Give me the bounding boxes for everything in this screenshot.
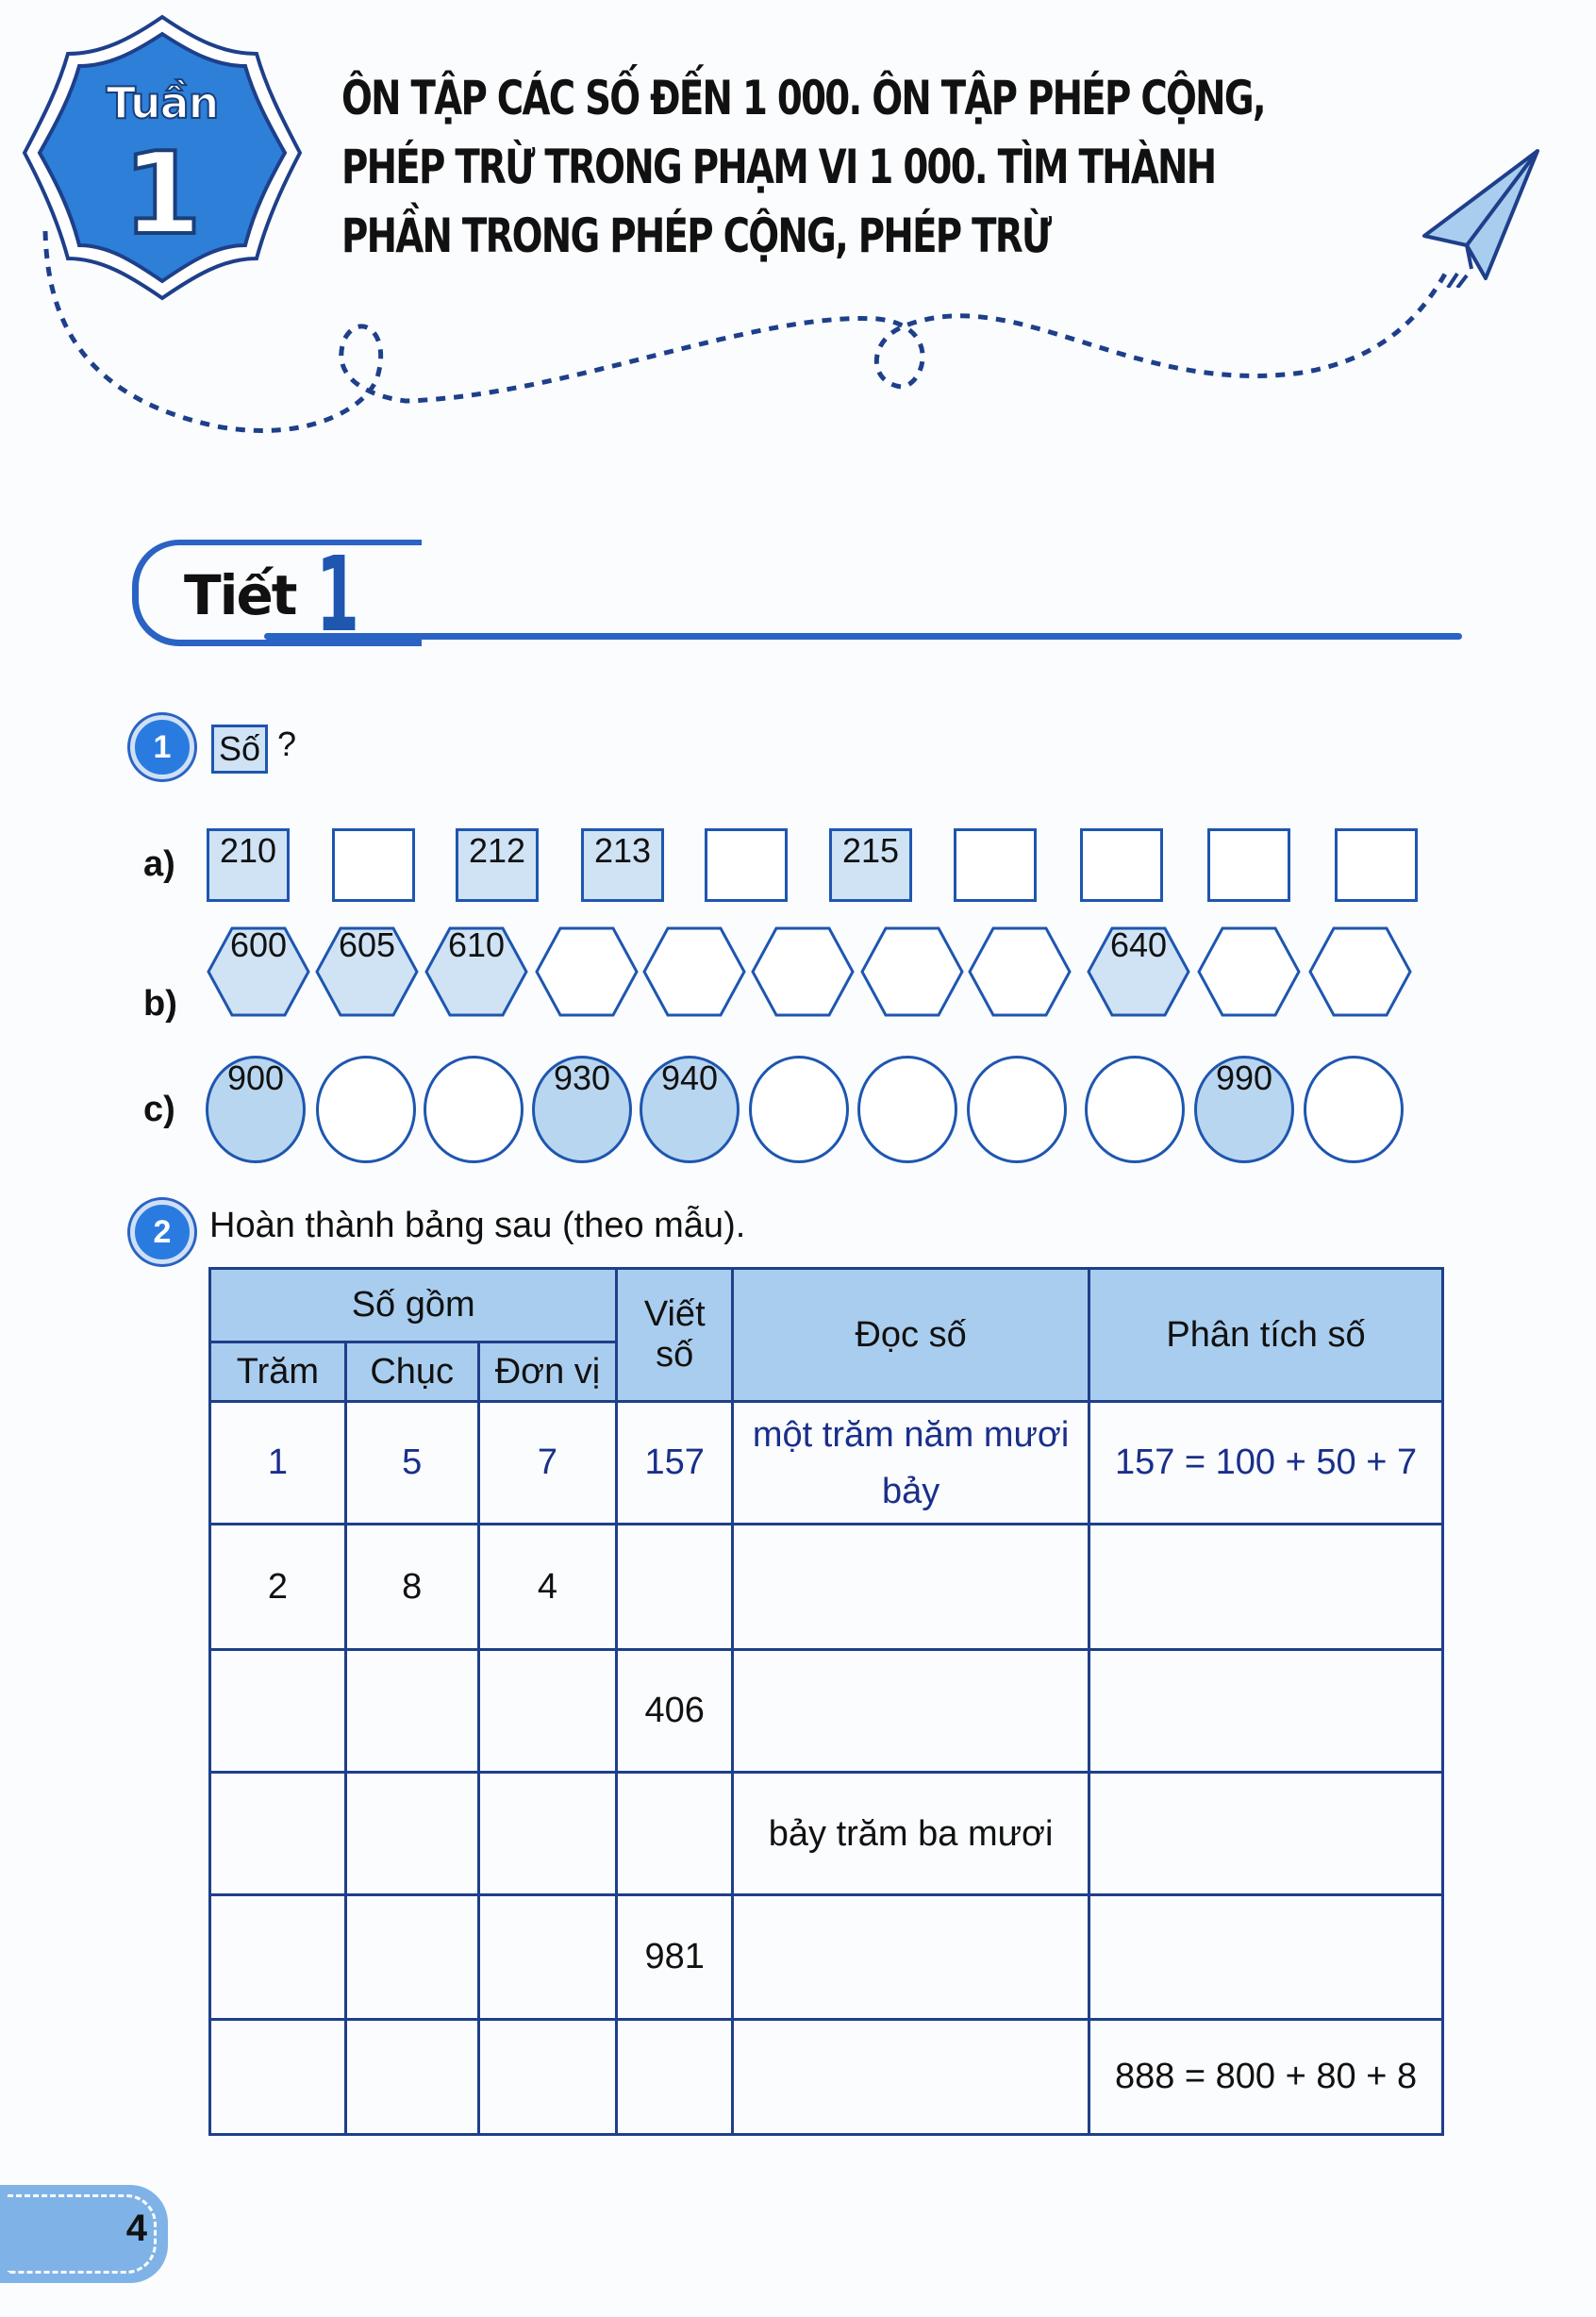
exercise-1-question-mark: ? [277,725,297,763]
header-don-vi: Đơn vị [478,1342,617,1402]
header-tram: Trăm [210,1342,346,1402]
exercise-2-number: 2 [130,1200,194,1264]
cell-tram: 1 [210,1402,346,1525]
circle-cell: 990 [1194,1056,1294,1163]
hexagon-shape [750,925,856,1018]
hexagon-cell[interactable] [1196,925,1302,1018]
hexagon-value: 640 [1109,925,1168,964]
row-b-label: b) [143,984,177,1024]
hexagon-shape [1196,925,1302,1018]
exercise-1-boxed-word: Số [211,725,268,774]
circle-cell[interactable] [424,1056,524,1163]
square-cell: 213 [581,828,664,902]
square-cell: 215 [829,828,912,902]
week-badge [21,11,304,304]
cell-donvi[interactable] [478,2020,617,2135]
page-title [341,64,1274,271]
hexagon-shape [1307,925,1413,1018]
lesson-label: Tiết [184,563,296,627]
cell-doc[interactable] [733,1895,1089,2020]
table-row [210,1525,1443,1650]
page-number: 4 [125,2208,147,2249]
hexagon-value: 605 [338,925,396,964]
cell-phantich[interactable] [1089,1650,1443,1773]
cell-donvi[interactable] [478,1895,617,2020]
hexagon-cell[interactable] [750,925,856,1018]
header-so-gom: Số gồm [210,1269,617,1342]
cell-phantich: 888 = 800 + 80 + 8 [1089,2020,1443,2135]
exercise-1-number: 1 [130,715,194,779]
title-line: ÔN TẬP CÁC SỐ ĐẾN 1 000. ÔN TẬP PHÉP CỘNG, [341,71,1265,125]
cell-doc[interactable] [733,1650,1089,1773]
cell-viet[interactable] [617,1525,733,1650]
table-row [210,1895,1443,2020]
lesson-heading [132,534,1462,655]
circle-cell[interactable] [316,1056,416,1163]
cell-viet[interactable] [617,2020,733,2135]
cell-chuc: 8 [345,1525,478,1650]
hexagon-shape [534,925,640,1018]
cell-tram[interactable] [210,1773,346,1895]
cell-viet[interactable] [617,1773,733,1895]
paper-plane-icon [1415,146,1547,288]
week-label: Tuần [106,77,219,128]
cell-phantich[interactable] [1089,1773,1443,1895]
circle-cell: 930 [532,1056,632,1163]
square-cell[interactable] [1335,828,1418,902]
cell-doc[interactable] [733,1525,1089,1650]
header-phan-tich-so: Phân tích số [1089,1269,1443,1402]
hexagon-cell[interactable] [1307,925,1413,1018]
cell-viet: 157 [617,1402,733,1525]
hexagon-cell[interactable] [859,925,965,1018]
cell-tram[interactable] [210,1650,346,1773]
header-doc-so: Đọc số [733,1269,1089,1402]
cell-chuc[interactable] [345,1895,478,2020]
cell-phantich: 157 = 100 + 50 + 7 [1089,1402,1443,1525]
header-chuc: Chục [345,1342,478,1402]
table-row [210,1773,1443,1895]
week-number: 1 [123,129,202,260]
cell-donvi[interactable] [478,1773,617,1895]
hexagon-shape [967,925,1072,1018]
table-row [210,1650,1443,1773]
cell-doc[interactable] [733,2020,1089,2135]
cell-donvi: 4 [478,1525,617,1650]
square-cell[interactable] [1080,828,1163,902]
cell-doc: bảy trăm ba mươi [733,1773,1089,1895]
circle-cell[interactable] [857,1056,957,1163]
number-table [208,1267,1444,2136]
hexagon-cell[interactable] [641,925,747,1018]
cell-phantich[interactable] [1089,1525,1443,1650]
square-cell: 210 [207,828,290,902]
cell-donvi[interactable] [478,1650,617,1773]
hexagon-cell [206,925,311,1018]
hexagon-cell[interactable] [534,925,640,1018]
title-line: PHÉP TRỪ TRONG PHẠM VI 1 000. TÌM THÀNH [341,140,1216,194]
header-so: số [656,1335,694,1375]
page-number-tab [0,2185,168,2283]
cell-phantich[interactable] [1089,1895,1443,2020]
hexagon-shape [859,925,965,1018]
cell-doc: một trăm năm mươi bảy [733,1402,1089,1525]
square-cell[interactable] [1207,828,1290,902]
cell-tram: 2 [210,1525,346,1650]
cell-chuc: 5 [345,1402,478,1525]
cell-chuc[interactable] [345,2020,478,2135]
hexagon-cell[interactable] [967,925,1072,1018]
circle-cell: 940 [640,1056,740,1163]
exercise-2-instruction: Hoàn thành bảng sau (theo mẫu). [209,1206,746,1245]
hexagon-value: 600 [229,925,288,964]
hexagon-shape [641,925,747,1018]
circle-cell[interactable] [1085,1056,1185,1163]
cell-donvi: 7 [478,1402,617,1525]
table-row [210,1402,1443,1525]
hexagon-cell [314,925,420,1018]
title-line: PHẦN TRONG PHÉP CỘNG, PHÉP TRỪ [341,208,1051,263]
row-c-label: c) [143,1090,175,1129]
header-viet: Viết [643,1294,706,1334]
circle-cell: 900 [206,1056,306,1163]
hexagon-cell [424,925,529,1018]
header-viet-so [617,1269,733,1402]
table-row [210,2020,1443,2135]
square-cell[interactable] [954,828,1037,902]
hexagon-value: 610 [447,925,506,964]
cell-tram[interactable] [210,1895,346,2020]
cell-chuc[interactable] [345,1773,478,1895]
lesson-number: 1 [316,534,359,655]
cell-viet: 981 [617,1895,733,2020]
cell-viet: 406 [617,1650,733,1773]
square-cell[interactable] [332,828,415,902]
row-a-label: a) [143,844,175,884]
circle-cell[interactable] [1304,1056,1404,1163]
cell-chuc[interactable] [345,1650,478,1773]
square-cell[interactable] [705,828,788,902]
hexagon-cell [1086,925,1191,1018]
lesson-underline [264,633,1462,640]
circle-cell[interactable] [749,1056,849,1163]
square-cell: 212 [456,828,539,902]
circle-cell[interactable] [967,1056,1067,1163]
cell-tram[interactable] [210,2020,346,2135]
